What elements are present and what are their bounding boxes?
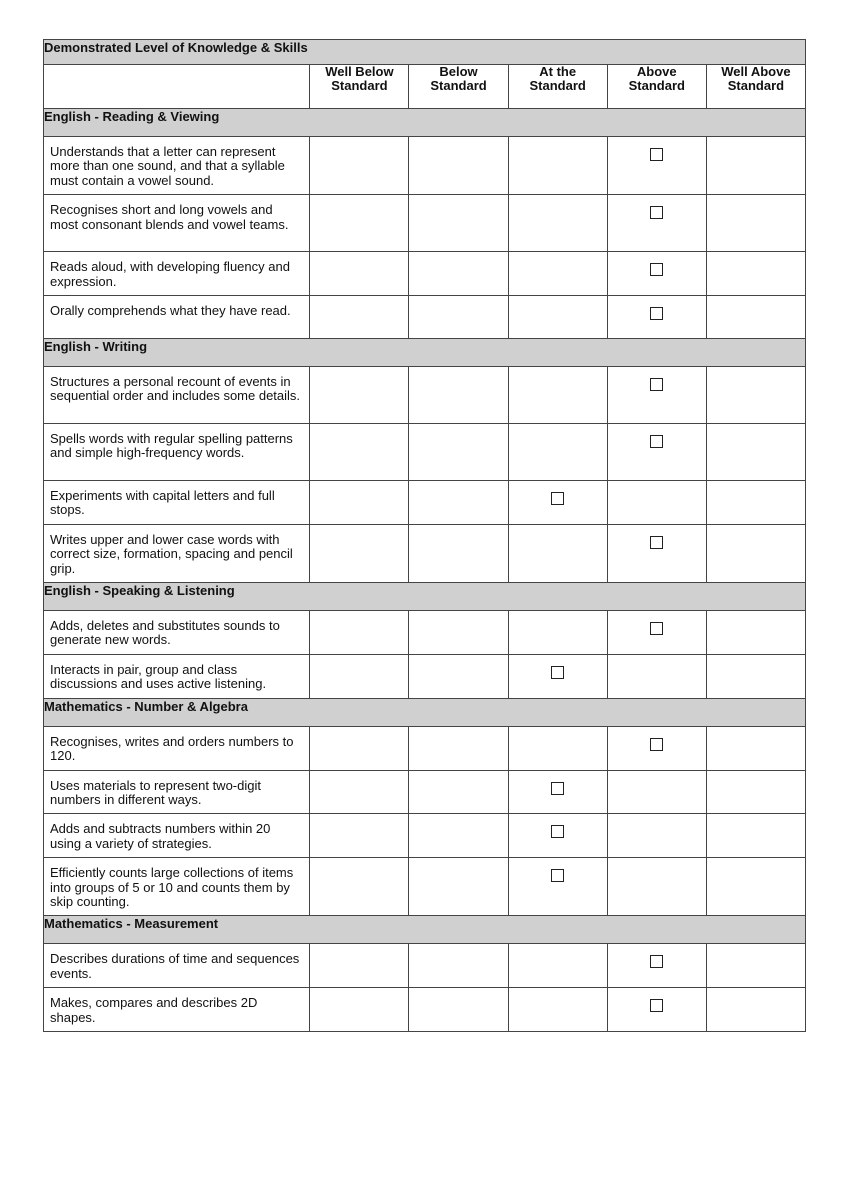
level-cell [310, 424, 409, 481]
level-cell [508, 195, 607, 252]
level-cell [706, 195, 805, 252]
table-row [44, 424, 806, 481]
column-header-line: Standard [331, 78, 388, 93]
level-cell [607, 367, 706, 424]
checkbox-icon[interactable] [650, 378, 663, 391]
column-header-row [44, 65, 806, 109]
column-header [409, 65, 508, 109]
table-body [44, 109, 806, 1032]
assessment-table [43, 39, 806, 1032]
skill-description: Describes durations of time and sequences events. [44, 944, 310, 988]
level-cell [508, 524, 607, 582]
table-row [44, 481, 806, 525]
level-cell [310, 726, 409, 770]
level-cell [607, 726, 706, 770]
level-cell [607, 424, 706, 481]
section-title: English - Speaking & Listening [44, 583, 806, 611]
level-cell [310, 195, 409, 252]
level-cell [409, 858, 508, 916]
table-row [44, 858, 806, 916]
level-cell [508, 814, 607, 858]
level-cell [310, 481, 409, 525]
checkbox-icon[interactable] [650, 307, 663, 320]
level-cell [706, 252, 805, 296]
skill-description: Experiments with capital letters and full stops. [44, 481, 310, 525]
table-title-row [44, 40, 806, 65]
level-cell [607, 296, 706, 339]
table-row [44, 814, 806, 858]
section-header-row [44, 109, 806, 137]
checkbox-icon[interactable] [650, 955, 663, 968]
column-header-line: Standard [430, 78, 487, 93]
level-cell [607, 481, 706, 525]
level-cell [310, 654, 409, 698]
level-cell [607, 814, 706, 858]
checkbox-icon[interactable] [650, 263, 663, 276]
table-row [44, 137, 806, 195]
level-cell [706, 137, 805, 195]
checkbox-icon[interactable] [650, 206, 663, 219]
level-cell [607, 858, 706, 916]
skill-description: Orally comprehends what they have read. [44, 296, 310, 339]
level-cell [310, 988, 409, 1032]
skill-description: Understands that a letter can represent more than one sound, and that a syllable must contain a vowel sound. [44, 137, 310, 195]
table-row [44, 195, 806, 252]
level-cell [409, 481, 508, 525]
skill-description: Efficiently counts large collections of items into groups of 5 or 10 and counts them by skip counting. [44, 858, 310, 916]
level-cell [310, 367, 409, 424]
section-header-row [44, 698, 806, 726]
level-cell [706, 481, 805, 525]
level-cell [706, 726, 805, 770]
column-header [706, 65, 805, 109]
table-row [44, 524, 806, 582]
level-cell [409, 137, 508, 195]
level-cell [409, 524, 508, 582]
table-title: Demonstrated Level of Knowledge & Skills [44, 40, 806, 65]
skill-column-header [44, 65, 310, 109]
column-header [508, 65, 607, 109]
level-cell [508, 252, 607, 296]
column-header-line: Standard [727, 78, 785, 93]
column-header-line: Well Above [721, 64, 791, 79]
level-cell [409, 367, 508, 424]
level-cell [607, 252, 706, 296]
level-cell [310, 296, 409, 339]
skill-description: Adds, deletes and substitutes sounds to generate new words. [44, 611, 310, 655]
level-cell [508, 858, 607, 916]
level-cell [310, 858, 409, 916]
level-cell [706, 367, 805, 424]
section-title: English - Writing [44, 339, 806, 367]
level-cell [607, 988, 706, 1032]
skill-description: Structures a personal recount of events in sequential order and includes some details. [44, 367, 310, 424]
level-cell [607, 770, 706, 814]
level-cell [607, 611, 706, 655]
level-cell [409, 988, 508, 1032]
level-cell [409, 424, 508, 481]
level-cell [607, 524, 706, 582]
level-cell [508, 944, 607, 988]
level-cell [409, 770, 508, 814]
level-cell [310, 137, 409, 195]
level-cell [409, 726, 508, 770]
level-cell [508, 137, 607, 195]
skill-description: Recognises short and long vowels and most consonant blends and vowel teams. [44, 195, 310, 252]
level-cell [508, 654, 607, 698]
section-header-row [44, 583, 806, 611]
level-cell [508, 611, 607, 655]
level-cell [409, 611, 508, 655]
table-row [44, 296, 806, 339]
level-cell [409, 252, 508, 296]
level-cell [508, 726, 607, 770]
checkbox-icon[interactable] [551, 666, 564, 679]
skill-description: Recognises, writes and orders numbers to 120. [44, 726, 310, 770]
column-header-line: Standard [628, 78, 685, 93]
section-header-row [44, 916, 806, 944]
level-cell [508, 988, 607, 1032]
checkbox-icon[interactable] [551, 782, 564, 795]
checkbox-icon[interactable] [650, 999, 663, 1012]
checkbox-icon[interactable] [650, 738, 663, 751]
level-cell [706, 988, 805, 1032]
level-cell [508, 296, 607, 339]
level-cell [409, 814, 508, 858]
table-row [44, 654, 806, 698]
level-cell [310, 611, 409, 655]
table-row [44, 367, 806, 424]
level-cell [706, 944, 805, 988]
column-header-line: Below [439, 64, 478, 79]
level-cell [310, 770, 409, 814]
level-cell [409, 296, 508, 339]
level-cell [607, 654, 706, 698]
column-header-line: Above [636, 64, 677, 79]
table-row [44, 726, 806, 770]
level-cell [706, 654, 805, 698]
level-cell [508, 424, 607, 481]
level-cell [409, 654, 508, 698]
table-row [44, 770, 806, 814]
table-row [44, 611, 806, 655]
checkbox-icon[interactable] [650, 148, 663, 161]
table-row [44, 944, 806, 988]
section-title: English - Reading & Viewing [44, 109, 806, 137]
skill-description: Spells words with regular spelling patterns and simple high-frequency words. [44, 424, 310, 481]
column-header [310, 65, 409, 109]
column-header-line: Well Below [325, 64, 394, 79]
level-cell [706, 524, 805, 582]
checkbox-icon[interactable] [650, 622, 663, 635]
level-cell [310, 814, 409, 858]
level-cell [706, 770, 805, 814]
checkbox-icon[interactable] [650, 435, 663, 448]
skill-description: Adds and subtracts numbers within 20 using a variety of strategies. [44, 814, 310, 858]
column-header-line: Standard [529, 78, 586, 93]
skill-description: Uses materials to represent two-digit numbers in different ways. [44, 770, 310, 814]
level-cell [706, 814, 805, 858]
checkbox-icon[interactable] [551, 492, 564, 505]
checkbox-icon[interactable] [650, 536, 663, 549]
level-cell [607, 137, 706, 195]
skill-description: Interacts in pair, group and class discussions and uses active listening. [44, 654, 310, 698]
table-row [44, 988, 806, 1032]
level-cell [409, 944, 508, 988]
level-cell [706, 858, 805, 916]
level-cell [706, 611, 805, 655]
level-cell [508, 367, 607, 424]
level-cell [706, 424, 805, 481]
section-title: Mathematics - Number & Algebra [44, 698, 806, 726]
level-cell [706, 296, 805, 339]
level-cell [607, 195, 706, 252]
level-cell [310, 944, 409, 988]
level-cell [508, 481, 607, 525]
skill-description: Reads aloud, with developing fluency and expression. [44, 252, 310, 296]
checkbox-icon[interactable] [551, 825, 564, 838]
section-header-row [44, 339, 806, 367]
level-cell [409, 195, 508, 252]
level-cell [607, 944, 706, 988]
column-header-line: At the [539, 64, 577, 79]
level-cell [310, 524, 409, 582]
level-cell [508, 770, 607, 814]
column-header [607, 65, 706, 109]
table-row [44, 252, 806, 296]
level-cell [310, 252, 409, 296]
checkbox-icon[interactable] [551, 869, 564, 882]
skill-description: Makes, compares and describes 2D shapes. [44, 988, 310, 1032]
skill-description: Writes upper and lower case words with correct size, formation, spacing and pencil grip. [44, 524, 310, 582]
section-title: Mathematics - Measurement [44, 916, 806, 944]
